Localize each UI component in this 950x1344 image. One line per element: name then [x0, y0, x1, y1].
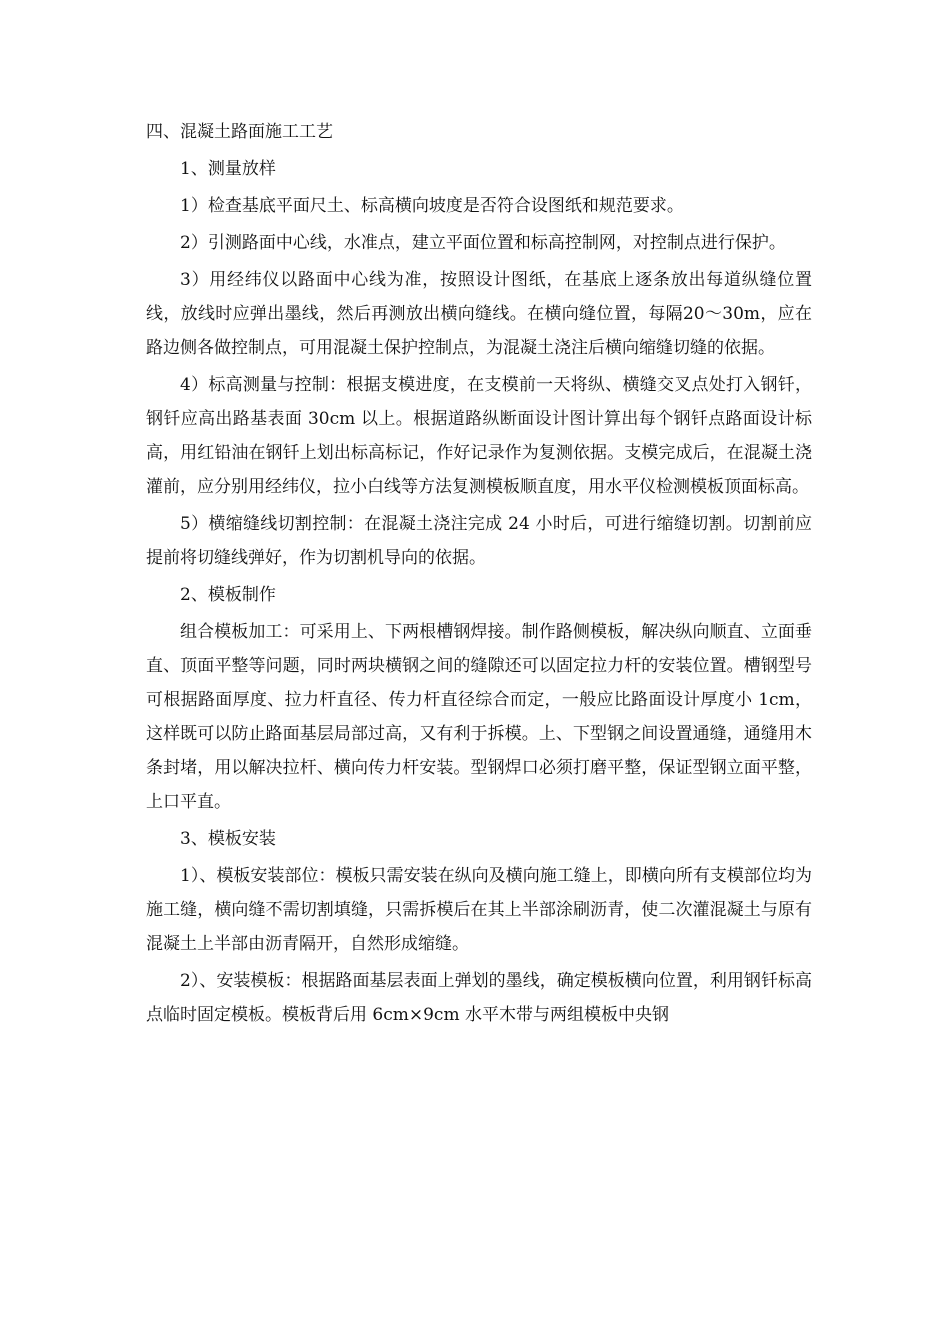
subsection-heading: 1、测量放样 — [180, 159, 276, 179]
body-paragraph: 组合模板加工：可采用上、下两根槽钢焊接。制作路侧模板，解决纵向顺直、立面垂直、顶面平整等问题，同时两块横钢之间的缝隙还可以固定拉力杆的安装位置。槽钢型号可根据路面厚度、拉力杆直径、传力杆直径综合而定，一般应比路面设计厚度小 1cm，这样既可以防止路面基层局部过高，又有利于拆模。上、下型钢之间设置通缝，通缝用木条封堵，用以解决拉杆、横向传力杆安装。型钢焊口必须打磨平整，保证型钢立面平整，上口平直。 — [146, 622, 812, 812]
body-paragraph: 5）横缩缝线切割控制：在混凝土浇注完成 24 小时后，可进行缩缝切割。切割前应提前将切缝线弹好，作为切割机导向的依据。 — [146, 514, 812, 568]
body-paragraph: 1）、模板安装部位：模板只需安装在纵向及横向施工缝上，即横向所有支模部位均为施工缝，横向缝不需切割填缝，只需拆模后在其上半部涂刷沥青，使二次灌混凝土与原有混凝土上半部由沥青隔开，自然形成缩缝。 — [146, 866, 812, 954]
section-heading: 四、混凝土路面施工工艺 — [146, 122, 333, 142]
subsection-heading: 2、模板制作 — [180, 585, 276, 605]
body-paragraph: 2）引测路面中心线，水准点，建立平面位置和标高控制网，对控制点进行保护。 — [180, 233, 786, 253]
body-paragraph: 3）用经纬仪以路面中心线为准，按照设计图纸，在基底上逐条放出每道纵缝位置线，放线时应弹出墨线，然后再测放出横向缝线。在横向缝位置，每隔20～30m，应在路边侧各做控制点，可用混凝土保护控制点，为混凝土浇注后横向缩缝切缝的依据。 — [146, 270, 812, 358]
subsection-heading: 3、模板安装 — [180, 829, 276, 849]
document-body — [146, 115, 812, 1035]
body-paragraph: 4）标高测量与控制：根据支模进度，在支模前一天将纵、横缝交叉点处打入钢钎，钢钎应高出路基表面 30cm 以上。根据道路纵断面设计图计算出每个钢钎点路面设计标高，用红铅油在钢钎上划出标高标记，作好记录作为复测依据。支模完成后，在混凝土浇灌前，应分别用经纬仪，拉小白线等方法复测模板顺直度，用水平仪检测模板顶面标高。 — [146, 375, 812, 497]
body-paragraph: 1）检查基底平面尺土、标高横向坡度是否符合设图纸和规范要求。 — [180, 196, 684, 216]
body-paragraph: 2）、安装模板：根据路面基层表面上弹划的墨线，确定模板横向位置，利用钢钎标高点临时固定模板。模板背后用 6cm×9cm 水平木带与两组模板中央钢 — [146, 971, 812, 1025]
